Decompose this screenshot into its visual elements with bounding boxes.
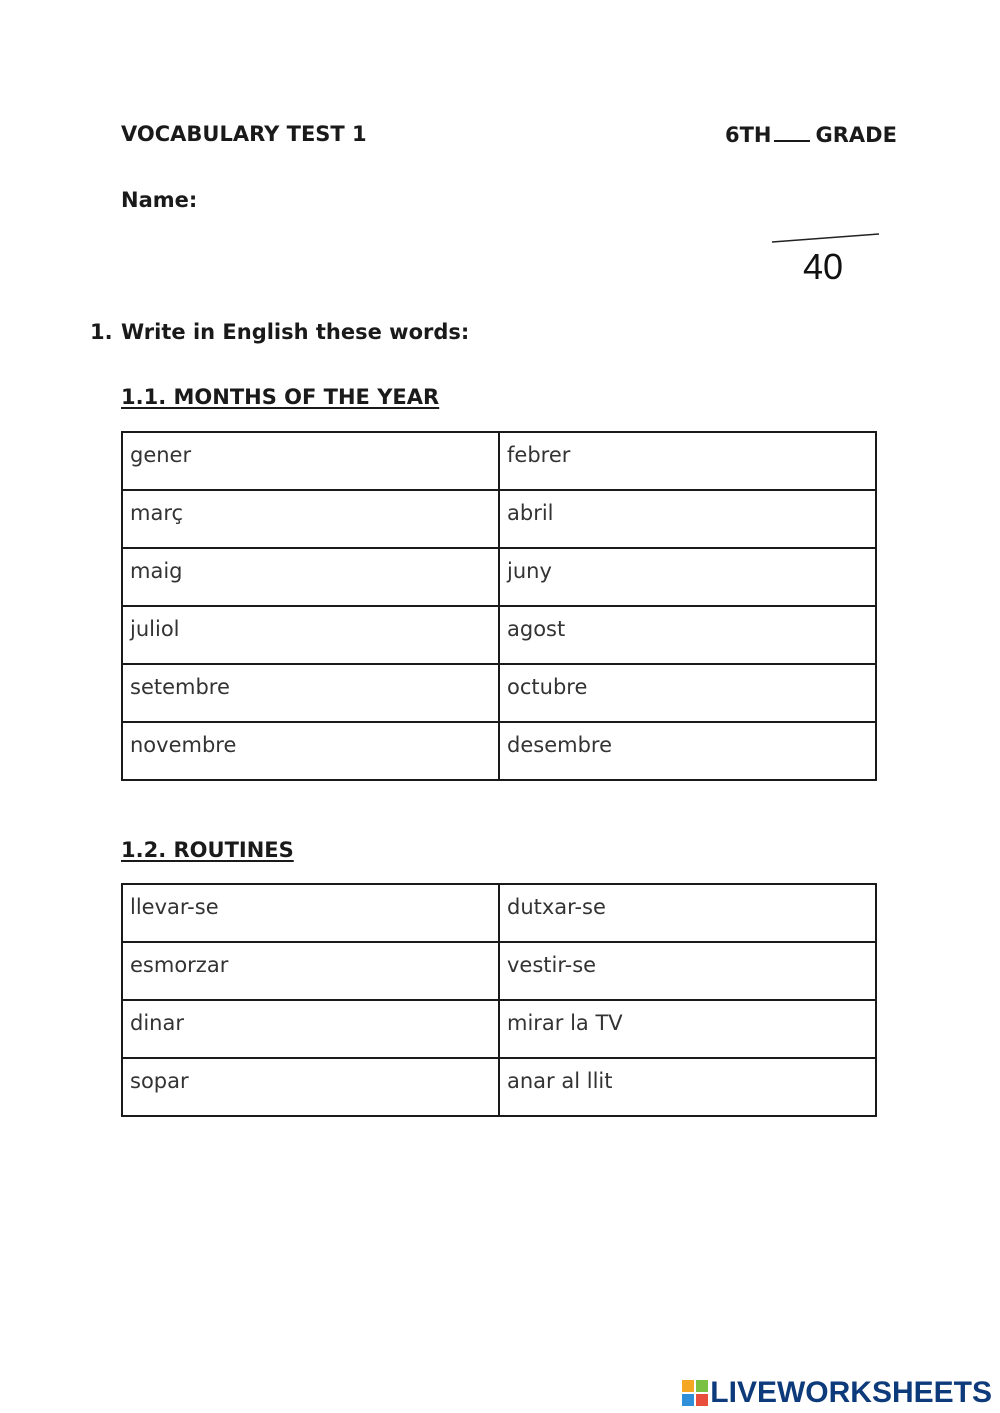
name-label: Name:	[121, 188, 198, 212]
grade-blank	[774, 122, 810, 142]
word-cell[interactable]: agost	[499, 606, 876, 664]
logo-text: LIVEWORKSHEETS	[710, 1376, 992, 1409]
word-cell[interactable]: març	[122, 490, 499, 548]
table-row	[122, 432, 876, 490]
word-cell[interactable]: juliol	[122, 606, 499, 664]
question-text: Write in English these words:	[121, 320, 470, 344]
table-row	[122, 548, 876, 606]
word-cell[interactable]: anar al llit	[499, 1058, 876, 1116]
word-cell[interactable]: octubre	[499, 664, 876, 722]
routines-section-title: 1.2. ROUTINES	[121, 838, 294, 862]
word-cell[interactable]: maig	[122, 548, 499, 606]
word-cell[interactable]: vestir-se	[499, 942, 876, 1000]
word-cell[interactable]: gener	[122, 432, 499, 490]
score-fraction-line	[772, 226, 882, 246]
table-row	[122, 490, 876, 548]
grade-suffix: GRADE	[815, 123, 897, 147]
liveworksheets-logo[interactable]	[682, 1376, 992, 1410]
score-total: 40	[803, 246, 844, 287]
word-cell[interactable]: mirar la TV	[499, 1000, 876, 1058]
table-row	[122, 942, 876, 1000]
table-row	[122, 1000, 876, 1058]
word-cell[interactable]: novembre	[122, 722, 499, 780]
grade-prefix: 6TH	[725, 123, 772, 147]
table-row	[122, 884, 876, 942]
word-cell[interactable]: sopar	[122, 1058, 499, 1116]
question-number: 1.	[90, 320, 113, 344]
word-cell[interactable]: llevar-se	[122, 884, 499, 942]
months-section-title: 1.1. MONTHS OF THE YEAR	[121, 385, 440, 409]
logo-grid-icon	[682, 1380, 708, 1406]
word-cell[interactable]: abril	[499, 490, 876, 548]
test-title: VOCABULARY TEST 1	[121, 122, 367, 146]
word-cell[interactable]: juny	[499, 548, 876, 606]
grade-label	[725, 122, 897, 147]
word-cell[interactable]: desembre	[499, 722, 876, 780]
table-row	[122, 664, 876, 722]
table-row	[122, 722, 876, 780]
table-row	[122, 1058, 876, 1116]
word-cell[interactable]: febrer	[499, 432, 876, 490]
table-row	[122, 606, 876, 664]
word-cell[interactable]: dinar	[122, 1000, 499, 1058]
months-table	[121, 431, 877, 781]
word-cell[interactable]: esmorzar	[122, 942, 499, 1000]
routines-table	[121, 883, 877, 1117]
word-cell[interactable]: dutxar-se	[499, 884, 876, 942]
word-cell[interactable]: setembre	[122, 664, 499, 722]
